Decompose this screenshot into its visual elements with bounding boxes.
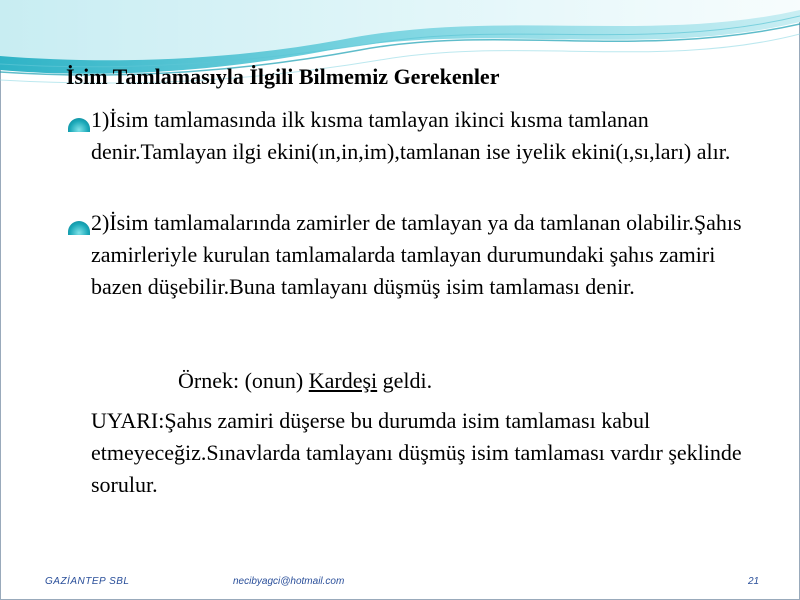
example-sentence	[178, 368, 432, 394]
slide-number: 21	[748, 576, 760, 587]
slide-title: İsim Tamlamasıyla İlgili Bilmemiz Gerekenler	[66, 64, 500, 89]
example-suffix: geldi.	[377, 368, 433, 393]
footer-email: necibyagci@hotmail.com	[233, 576, 345, 587]
example-underlined-word: Kardeşi	[308, 368, 378, 393]
bullet-point-2: 2)İsim tamlamalarında zamirler de tamlayan ya da tamlanan olabilir.Şahıs zamirleriyle kurulan tamlamalarda tamlayan durumundaki şahıs zamiri bazen düşebilir.Buna tamlayanı düşmüş isim tamlaması denir.	[91, 210, 742, 299]
warning-note: UYARI:Şahıs zamiri düşerse bu durumda isim tamlaması kabul etmeyeceğiz.Sınavlarda tamlayanı düşmüş isim tamlaması vardır şeklinde sorulur.	[91, 408, 742, 497]
example-prefix: Örnek: (onun)	[178, 368, 309, 393]
bullet-point-1: 1)İsim tamlamasında ilk kısma tamlayan ikinci kısma tamlanan denir.Tamlayan ilgi ekini(ın,in,im),tamlanan ise iyelik ekini(ı,sı,ları) alır.	[91, 107, 731, 164]
footer-organization: GAZİANTEP SBL	[45, 576, 130, 587]
